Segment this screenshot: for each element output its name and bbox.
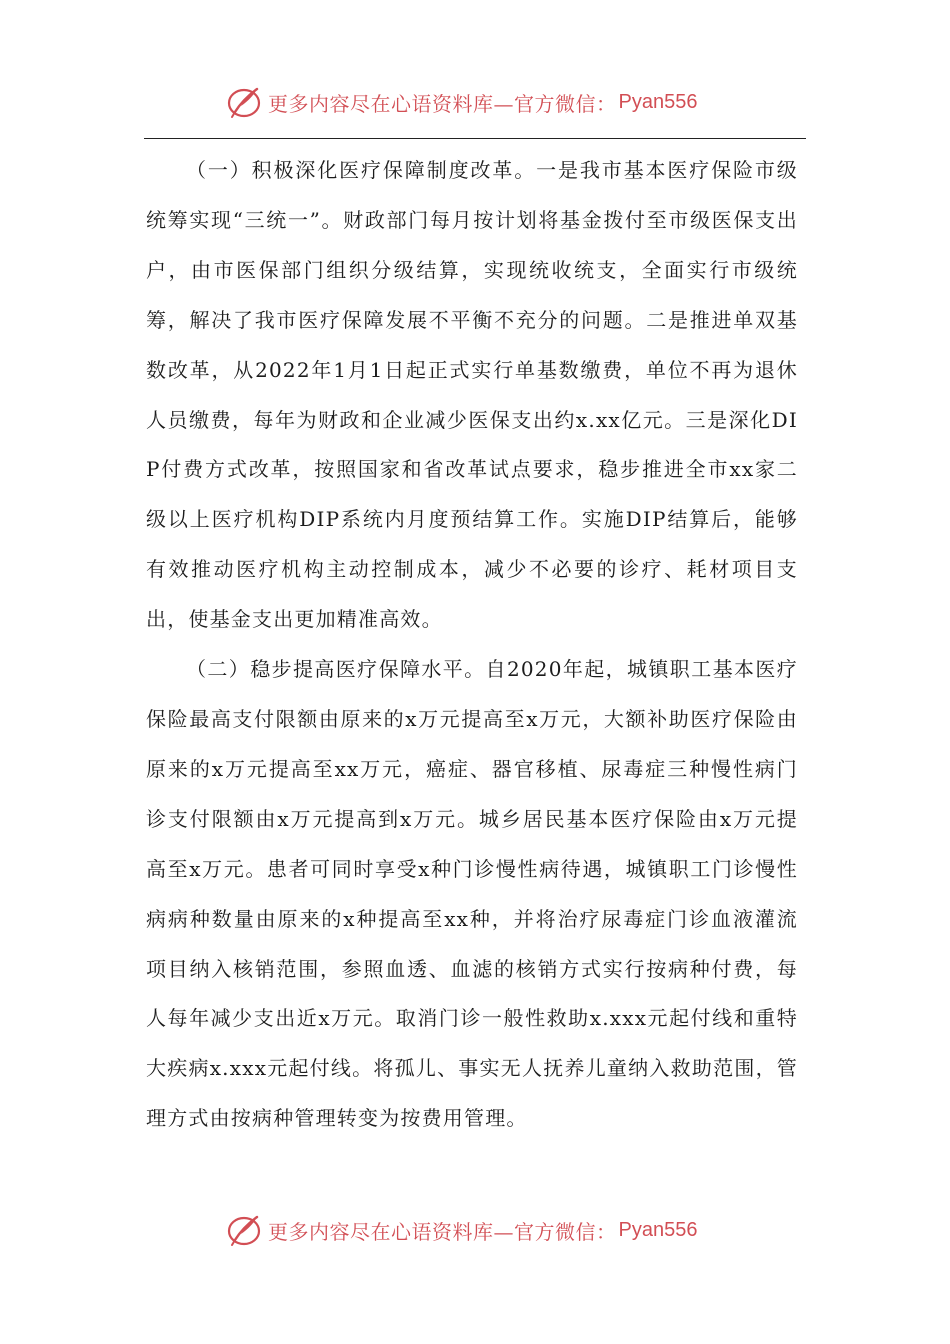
wechat-id: Pyan556	[618, 1218, 698, 1241]
paragraph-security-level: （二）稳步提高医疗保障水平。自2020年起，城镇职工基本医疗保险最高支付限额由原来的x万元提高至x万元，大额补助医疗保险由原来的x万元提高至xx万元，癌症、器官移植、尿毒症三种慢性病门诊支付限额由x万元提高到x万元。城乡居民基本医疗保险由x万元提高至x万元。患者可同时享受x种门诊慢性病待遇，城镇职工门诊慢性病病种数量由原来的x种提高至xx种，并将治疗尿毒症门诊血液灌流项目纳入核销范围，参照血透、血滤的核销方式实行按病种付费，每人每年减少支出近x万元。取消门诊一般性救助x.xxx元起付线和重特大疾病x.xxx元起付线。将孤儿、事实无人抚养儿童纳入救助范围，管理方式由按病种管理转变为按费用管理。	[146, 657, 798, 1131]
banner-text: 更多内容尽在心语资料库—官方微信：	[268, 91, 617, 116]
quill-pen-logo-icon	[226, 1212, 262, 1248]
wechat-id: Pyan556	[618, 90, 698, 113]
paragraph-medical-reform: （一）积极深化医疗保障制度改革。一是我市基本医疗保险市级统筹实现“三统一”。财政部门每月按计划将基金拨付至市级医保支出户，由市医保部门组织分级结算，实现统收统支，全面实行市级统筹，解决了我市医疗保障发展不平衡不充分的问题。二是推进单双基数改革，从2022年1月1日起正式实行单基数缴费，单位不再为退休人员缴费，每年为财政和企业减少医保支出约x.xx亿元。三是深化DIP付费方式改革，按照国家和省改革试点要求，稳步推进全市xx家二级以上医疗机构DIP系统内月度预结算工作。实施DIP结算后，能够有效推动医疗机构主动控制成本，减少不必要的诊疗、耗材项目支出，使基金支出更加精准高效。	[146, 158, 798, 632]
footer-banner	[226, 1210, 697, 1250]
header-banner	[226, 82, 697, 122]
banner-text: 更多内容尽在心语资料库—官方微信：	[268, 1219, 617, 1244]
header-divider	[144, 138, 806, 139]
document-body	[146, 146, 798, 1144]
quill-pen-logo-icon	[226, 84, 262, 120]
